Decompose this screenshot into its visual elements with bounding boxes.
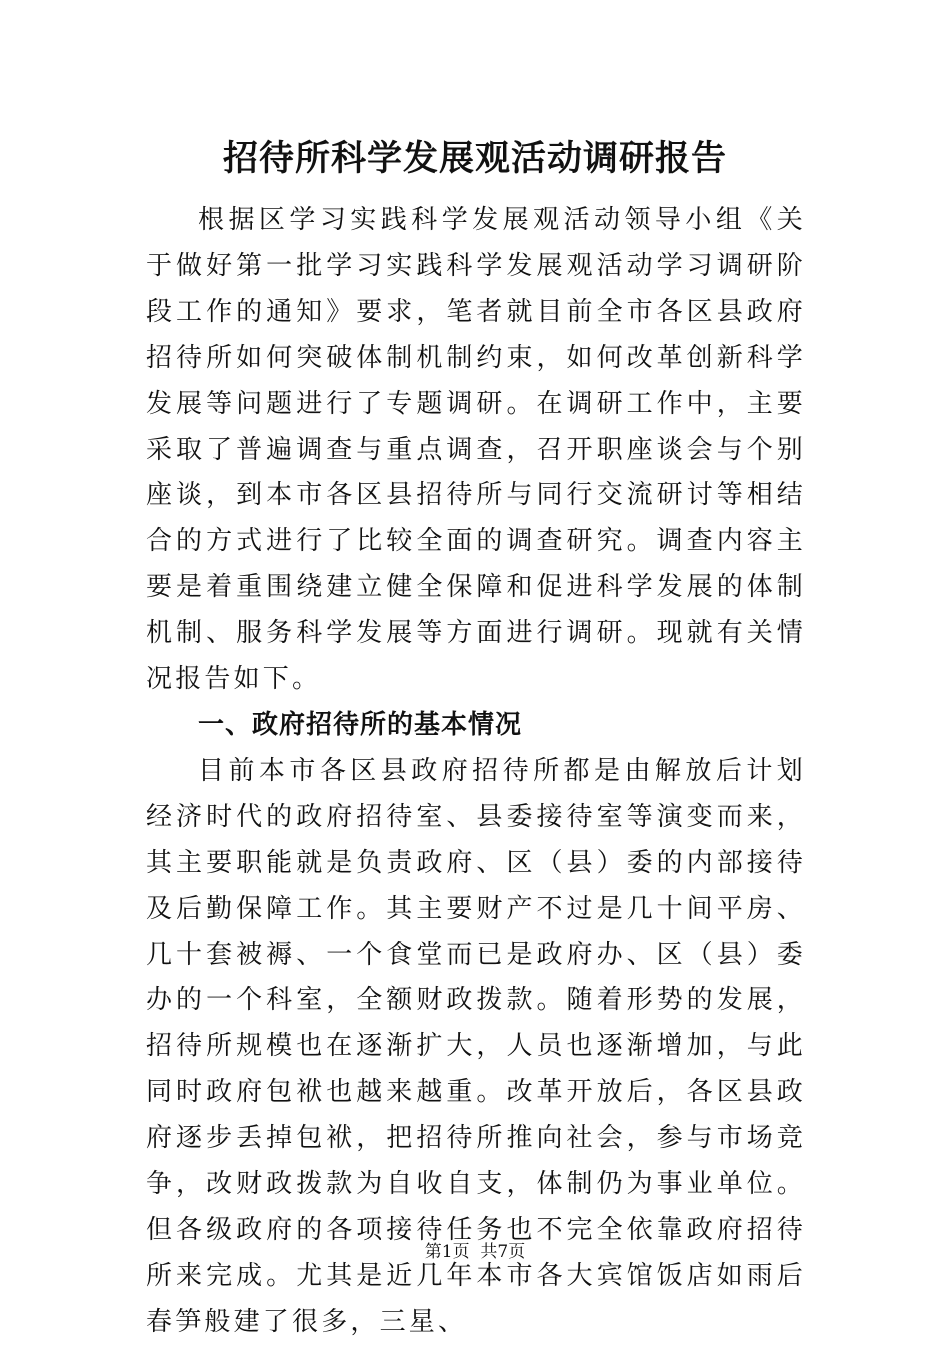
document-title: 招待所科学发展观活动调研报告 <box>222 138 727 179</box>
page-number: 第1页 <box>424 1242 470 1262</box>
section-heading: 一、政府招待所的基本情况 <box>198 709 523 740</box>
section-paragraph: 目前本市各区县政府招待所都是由解放后计划经济时代的政府招待室、县委接待室等演变而来，其主要职能就是负责政府、区（县）委的内部接待及后勤保障工作。其主要财产不过是几十间平房、几十套被褥、一个食堂而已是政府办、区（县）委办的一个科室，全额财政拨款。随着形势的发展，招待所规模也在逐渐扩大，人员也逐渐增加，与此同时政府包袱也越来越重。改革开放后，各区县政府逐步丢掉包袱，把招待所推向社会，参与市场竞争，改财政拨款为自收自支，体制仍为事业单位。但各级政府的各项接待任务也不完全依靠政府招待所来完成。尤其是近几年本市各大宾馆饭店如雨后春笋般建了很多，三星、 <box>146 755 806 1337</box>
intro-paragraph: 根据区学习实践科学发展观活动领导小组《关于做好第一批学习实践科学发展观活动学习调研阶段工作的通知》要求，笔者就目前全市各区县政府招待所如何突破体制机制约束，如何改革创新科学发展等问题进行了专题调研。在调研工作中，主要采取了普遍调查与重点调查，召开职座谈会与个别座谈，到本市各区县招待所与同行交流研讨等相结合的方式进行了比较全面的调查研究。调查内容主要是着重围绕建立健全保障和促进科学发展的体制机制、服务科学发展等方面进行调研。现就有关情况报告如下。 <box>146 205 806 695</box>
page-total: 共7页 <box>480 1242 526 1262</box>
page-footer <box>0 1240 950 1264</box>
document-body <box>146 198 806 1346</box>
